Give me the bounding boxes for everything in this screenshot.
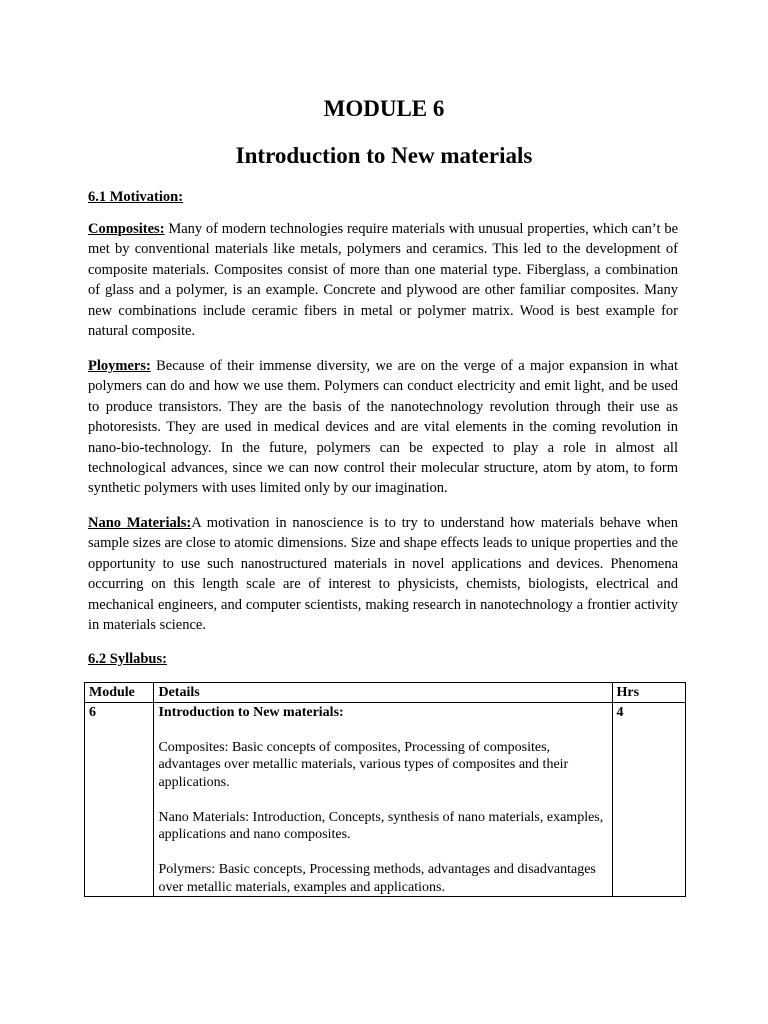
polymers-term: Ploymers:: [88, 358, 151, 374]
composites-term: Composites:: [88, 221, 165, 237]
nano-materials-term: Nano Materials:: [88, 515, 192, 531]
table-header-row: [85, 683, 686, 703]
details-nano-materials: Nano Materials: Introduction, Concepts, synthesis of nano materials, examples, applications and nano composites.: [158, 809, 604, 842]
header-hrs: Hrs: [612, 683, 686, 703]
polymers-text: Because of their immense diversity, we are on the verge of a major expansion in what polymers can do and how we use them. Polymers can conduct electricity and emit light, and be used to produce transistors. They are the basis of the nanotechnology revolution through their use as photoresists. They are used in medical devices and are vital elements in the coming revolution in nano-bio-technology. In the future, polymers can be expected to play a role in almost all technological advances, since we can now control their molecular structure, atom by atom, to form synthetic polymers with uses limited only by our imagination.: [88, 358, 678, 497]
header-module: Module: [85, 683, 154, 703]
syllabus-table: [84, 682, 686, 897]
module-title: MODULE 6: [323, 96, 445, 121]
details-polymers: Polymers: Basic concepts, Processing methods, advantages and disadvantages over metallic materials, examples and applications.: [158, 862, 596, 895]
syllabus-heading: 6.2 Syllabus:: [88, 651, 167, 667]
nano-materials-paragraph: [88, 513, 678, 635]
cell-module-number: 6: [85, 702, 154, 897]
details-composites: Composites: Basic concepts of composites, Processing of composites, advantages over metallic materials, various types of composites and their applications.: [158, 739, 569, 790]
details-title: Introduction to New materials:: [158, 704, 344, 720]
cell-hours: 4: [612, 702, 686, 897]
table-row: [85, 702, 686, 897]
header-details: Details: [154, 683, 612, 703]
composites-paragraph: [88, 219, 678, 341]
motivation-heading: 6.1 Motivation:: [88, 189, 184, 205]
cell-details: [154, 702, 612, 897]
document-title: Introduction to New materials: [235, 143, 533, 168]
nano-materials-text: A motivation in nanoscience is to try to understand how materials behave when sample sizes are close to atomic dimensions. Size and shape effects leads to unique properties and the opportunity to use such nanostructured materials in novel applications and devices. Phenomena occurring on this length scale are of interest to physicists, chemists, biologists, electrical and mechanical engineers, and computer scientists, making research in nanotechnology a frontier activity in materials science.: [88, 515, 678, 634]
polymers-paragraph: [88, 356, 678, 499]
composites-text: Many of modern technologies require materials with unusual properties, which can’t be met by conventional materials like metals, polymers and ceramics. This led to the development of composite materials. Composites consist of more than one material type. Fiberglass, a combination of glass and a polymer, is an example. Concrete and plywood are other familiar composites. Many new combinations include ceramic fibers in metal or polymer matrix. Wood is best example for natural composite.: [88, 221, 678, 340]
